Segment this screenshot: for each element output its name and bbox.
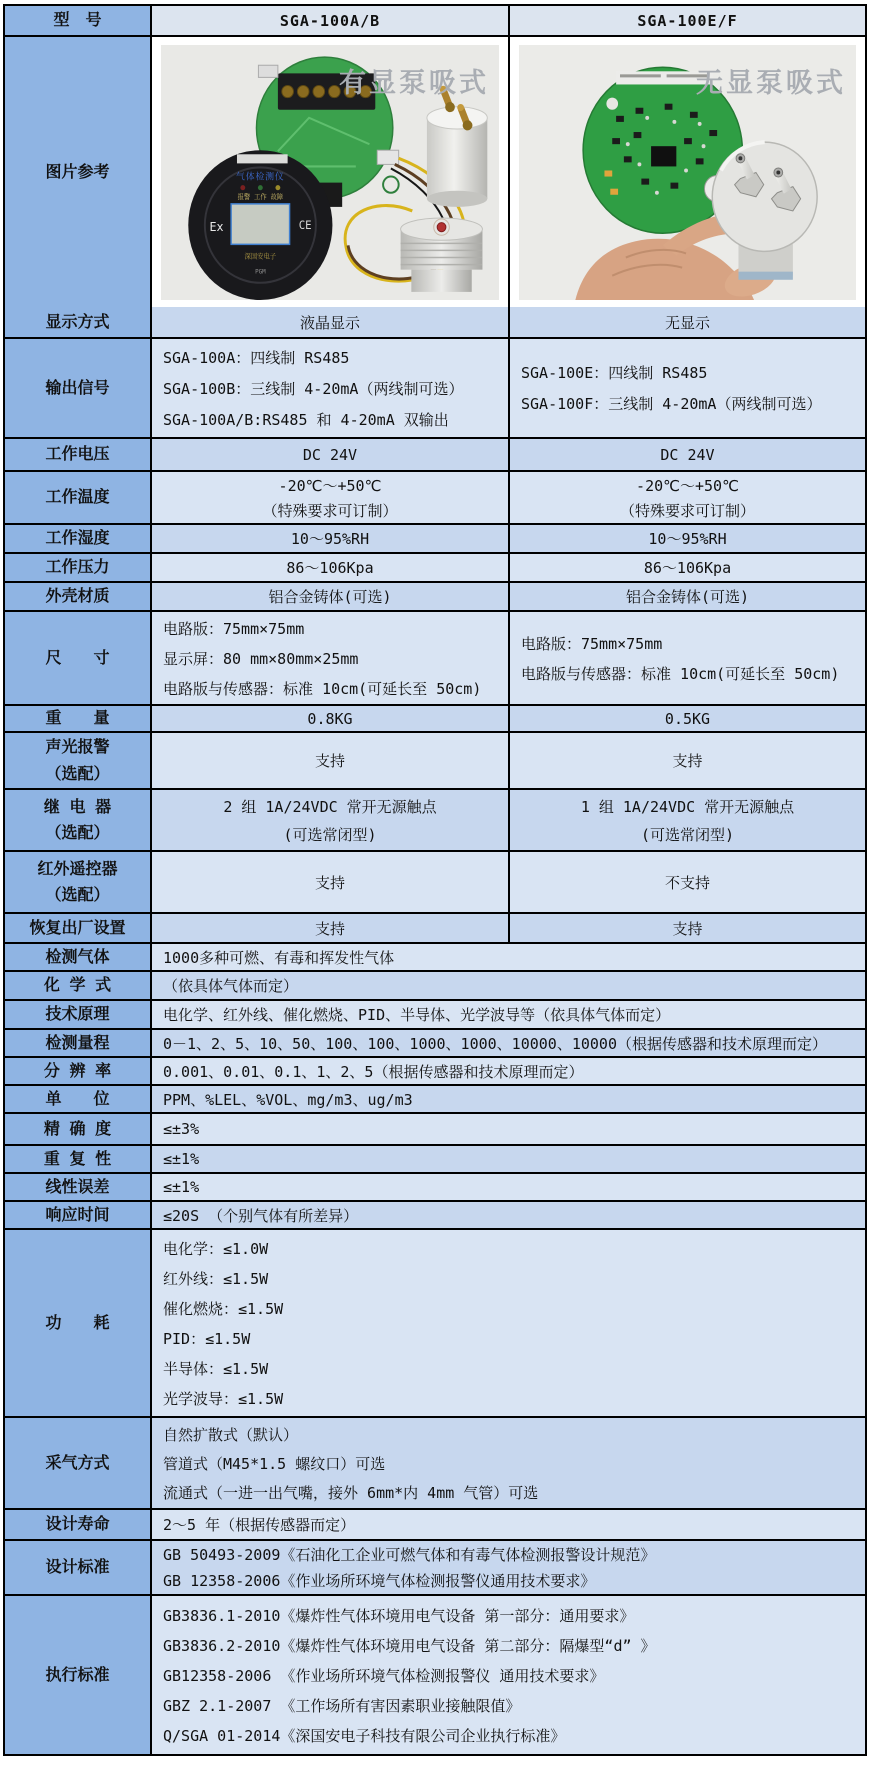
spec-row-shell-material	[5, 581, 865, 610]
spec-row-tech-principle	[5, 999, 865, 1028]
value-cell: 液晶显示	[152, 307, 510, 337]
value-cell: 支持	[510, 733, 865, 788]
value-cell: 支持	[152, 733, 510, 788]
value-cell: 0－1、2、5、10、50、100、100、1000、1000、10000、10000（根据传感器和技术原理而定）	[152, 1030, 865, 1056]
spec-row-dimensions	[5, 610, 865, 704]
fault-led	[275, 185, 280, 190]
product-photo-b	[519, 45, 856, 300]
row-label: 声光报警 （选配）	[5, 733, 152, 788]
row-label: 尺 寸	[5, 612, 152, 704]
spec-row-working-pressure	[5, 552, 865, 581]
row-label: 重 复 性	[5, 1146, 152, 1172]
row-label: 单 位	[5, 1086, 152, 1112]
value-cell: 自然扩散式（默认） 管道式（M45*1.5 螺纹口）可选 流通式（一进一出气嘴，接外 6mm*内 4mm 气管）可选	[152, 1418, 865, 1508]
row-label: 化 学 式	[5, 972, 152, 999]
alarm-led	[240, 185, 245, 190]
value-cell: 0.001、0.01、0.1、1、2、5（根据传感器和技术原理而定）	[152, 1058, 865, 1084]
value-cell: 2～5 年（根据传感器而定）	[152, 1510, 865, 1539]
value-cell: GB 50493-2009《石油化工企业可燃气体和有毒气体检测报警设计规范》 GB 12358-2006《作业场所环境气体检测报警仪通用技术要求》	[152, 1541, 865, 1594]
gas-detector-device	[188, 150, 332, 300]
image-row-label-cell	[5, 37, 152, 307]
model-a-header: SGA-100A/B	[152, 6, 510, 35]
spec-row-sampling-method	[5, 1416, 865, 1508]
model-b-header: SGA-100E/F	[510, 6, 865, 35]
product-photo-a	[161, 45, 499, 300]
value-cell: -20℃～+50℃ （特殊要求可订制）	[510, 472, 865, 523]
spec-row-weight	[5, 704, 865, 731]
value-cell: 1 组 1A/24VDC 常开无源触点 (可选常闭型)	[510, 790, 865, 850]
row-label: 工作湿度	[5, 525, 152, 552]
value-cell: -20℃～+50℃ （特殊要求可订制）	[152, 472, 510, 523]
watermark-right: 无显泵吸式	[696, 68, 846, 99]
spec-row-repeatability	[5, 1144, 865, 1172]
spec-row-working-humidity	[5, 523, 865, 552]
row-label: 恢复出厂设置	[5, 914, 152, 942]
value-cell: 0.8KG	[152, 706, 510, 731]
row-label: 响应时间	[5, 1202, 152, 1228]
spec-row-accuracy	[5, 1112, 865, 1144]
spec-row-audible-visual-alarm	[5, 731, 865, 788]
value-cell: ≤±3%	[152, 1114, 865, 1144]
row-label: 精 确 度	[5, 1114, 152, 1144]
row-label: 采气方式	[5, 1418, 152, 1508]
row-label: 功 耗	[5, 1230, 152, 1416]
spec-row-ir-remote	[5, 850, 865, 912]
header-label-cell	[5, 6, 152, 35]
spec-row-chemical-formula	[5, 970, 865, 999]
row-label: 输出信号	[5, 339, 152, 437]
value-cell: GB3836.1-2010《爆炸性气体环境用电气设备 第一部分：通用要求》 GB3836.2-2010《爆炸性气体环境用电气设备 第二部分：隔爆型“d” 》 GB12358-2006 《作业场所环境气体检测报警仪 通用技术要求》 GBZ 2.1-2007 《工作场所有害因素职业接触限值》 Q/SGA 01-2014《深国安电子科技有限公司企业执行标准》	[152, 1596, 865, 1754]
device-top-label	[237, 154, 288, 163]
value-cell: ≤±1%	[152, 1146, 865, 1172]
value-cell: 支持	[510, 914, 865, 942]
row-label: 继 电 器 （选配）	[5, 790, 152, 850]
spec-row-working-voltage	[5, 437, 865, 470]
led-labels-text: 报警 工作 故障	[237, 192, 284, 201]
spec-row-linearity-error	[5, 1172, 865, 1200]
watermark-left: 有显泵吸式	[339, 68, 489, 99]
spec-row-working-temperature	[5, 470, 865, 523]
model-header-label: 型 号	[53, 10, 102, 30]
value-cell: 支持	[152, 852, 510, 912]
value-cell: 铝合金铸体(可选)	[510, 583, 865, 610]
row-label: 设计标准	[5, 1541, 152, 1594]
row-label: 外壳材质	[5, 583, 152, 610]
value-cell: 铝合金铸体(可选)	[152, 583, 510, 610]
ce-mark-text: CE	[298, 218, 312, 233]
value-cell: SGA-100A：四线制 RS485 SGA-100B：三线制 4-20mA（两线制可选） SGA-100A/B:RS485 和 4-20mA 双输出	[152, 339, 510, 437]
row-label: 红外遥控器 （选配）	[5, 852, 152, 912]
product-photo-cell-a	[152, 37, 510, 307]
row-label: 检测气体	[5, 944, 152, 970]
spec-row-design-standard	[5, 1539, 865, 1594]
spec-row-relay	[5, 788, 865, 850]
value-cell: ≤±1%	[152, 1174, 865, 1200]
row-label: 工作电压	[5, 439, 152, 470]
spec-row-resolution	[5, 1056, 865, 1084]
image-row-label: 图片参考	[45, 161, 110, 181]
value-cell: 0.5KG	[510, 706, 865, 731]
pgm-button-text: PGM	[255, 268, 266, 276]
value-cell: ≤20S （个别气体有所差异）	[152, 1202, 865, 1228]
value-cell: PPM、%LEL、%VOL、mg/m3、ug/m3	[152, 1086, 865, 1112]
row-label: 工作温度	[5, 472, 152, 523]
spec-row-unit	[5, 1084, 865, 1112]
lcd-screen	[231, 204, 289, 244]
sensor-probe	[401, 218, 483, 292]
value-cell: DC 24V	[510, 439, 865, 470]
device-title-text: 气体检测仪	[236, 172, 285, 183]
spec-row-display-mode	[5, 307, 865, 337]
row-label: 设计寿命	[5, 1510, 152, 1539]
image-reference-row	[5, 35, 865, 307]
value-cell: 电化学、红外线、催化燃烧、PID、半导体、光学波导等（依具体气体而定）	[152, 1001, 865, 1028]
spec-row-detection-range	[5, 1028, 865, 1056]
spec-row-output-signal	[5, 337, 865, 437]
row-label: 重 量	[5, 706, 152, 731]
work-led	[258, 185, 263, 190]
value-cell: 2 组 1A/24VDC 常开无源触点 (可选常闭型)	[152, 790, 510, 850]
value-cell: 不支持	[510, 852, 865, 912]
value-cell: 无显示	[510, 307, 865, 337]
brand-line-text: 深国安电子	[244, 252, 277, 261]
spec-row-detected-gas	[5, 942, 865, 970]
value-cell: （依具体气体而定）	[152, 972, 865, 999]
spec-row-execution-standard	[5, 1594, 865, 1754]
value-cell: 86～106Kpa	[152, 554, 510, 581]
row-label: 显示方式	[5, 307, 152, 337]
value-cell: 86～106Kpa	[510, 554, 865, 581]
header-row	[5, 6, 865, 35]
value-cell: 10～95%RH	[152, 525, 510, 552]
row-label: 工作压力	[5, 554, 152, 581]
value-cell: 电路版：75mm×75mm 电路版与传感器：标准 10cm(可延长至 50cm)	[510, 612, 865, 704]
ex-mark-text: Ex	[209, 219, 224, 235]
sensor-red-dot	[437, 223, 446, 232]
row-label: 执行标准	[5, 1596, 152, 1754]
value-cell: DC 24V	[152, 439, 510, 470]
row-label: 技术原理	[5, 1001, 152, 1028]
value-cell: 1000多种可燃、有毒和挥发性气体	[152, 944, 865, 970]
spec-row-design-life	[5, 1508, 865, 1539]
value-cell: 10～95%RH	[510, 525, 865, 552]
spec-row-factory-reset	[5, 912, 865, 942]
spec-rows	[5, 307, 865, 1754]
spec-table	[3, 4, 867, 1756]
spec-row-power-consumption	[5, 1228, 865, 1416]
spec-row-response-time	[5, 1200, 865, 1228]
row-label: 分 辨 率	[5, 1058, 152, 1084]
product-photo-cell-b	[510, 37, 865, 307]
value-cell: 电化学：≤1.0W 红外线：≤1.5W 催化燃烧：≤1.5W PID：≤1.5W 半导体：≤1.5W 光学波导：≤1.5W	[152, 1230, 865, 1416]
value-cell: 支持	[152, 914, 510, 942]
value-cell: SGA-100E：四线制 RS485 SGA-100F：三线制 4-20mA（两线制可选）	[510, 339, 865, 437]
row-label: 线性误差	[5, 1174, 152, 1200]
row-label: 检测量程	[5, 1030, 152, 1056]
value-cell: 电路版：75mm×75mm 显示屏：80 mm×80mm×25mm 电路版与传感器：标准 10cm(可延长至 50cm)	[152, 612, 510, 704]
